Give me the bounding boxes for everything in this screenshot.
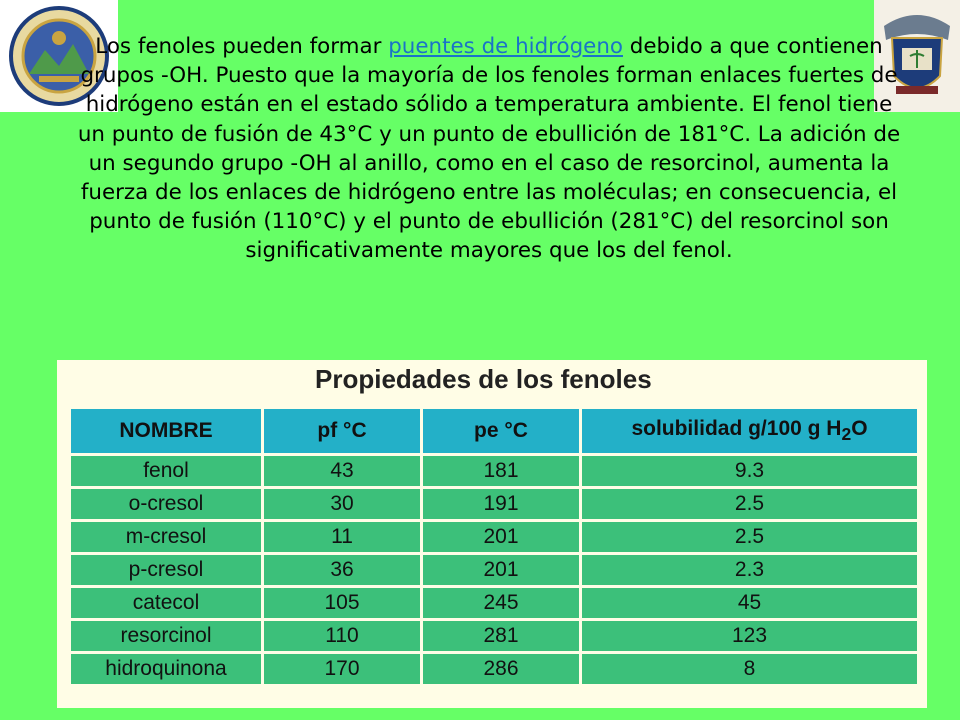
phenol-properties-table xyxy=(68,406,920,687)
cell-solubility: 2.3 xyxy=(582,555,917,585)
cell-melting-point: 30 xyxy=(264,489,420,519)
cell-boiling-point: 281 xyxy=(423,621,579,651)
cell-solubility: 9.3 xyxy=(582,456,917,486)
cell-melting-point: 43 xyxy=(264,456,420,486)
header-name: NOMBRE xyxy=(71,409,261,453)
cell-boiling-point: 191 xyxy=(423,489,579,519)
cell-name: fenol xyxy=(71,456,261,486)
cell-name: resorcinol xyxy=(71,621,261,651)
cell-boiling-point: 201 xyxy=(423,522,579,552)
body-paragraph xyxy=(70,32,908,266)
cell-boiling-point: 286 xyxy=(423,654,579,684)
paragraph-text-after-link: debido a que contienen grupos -OH. Puesto que la mayoría de los fenoles forman enlaces fuertes de hidrógeno están en el estado sólido a temperatura ambiente. El fenol tiene un punto de fusión de 43°C y un punto de ebullición de 181°C. La adición de un segundo grupo -OH al anillo, como en el caso de resorcinol, aumenta la fuerza de los enlaces de hidrógeno entre las moléculas; en consecuencia, el punto de fusión (110°C) y el punto de ebullición (281°C) del resorcinol son significativamente mayores que los del fenol. xyxy=(77,34,901,264)
cell-solubility: 2.5 xyxy=(582,522,917,552)
cell-solubility: 123 xyxy=(582,621,917,651)
cell-name: o-cresol xyxy=(71,489,261,519)
cell-solubility: 8 xyxy=(582,654,917,684)
cell-boiling-point: 181 xyxy=(423,456,579,486)
cell-name: hidroquinona xyxy=(71,654,261,684)
table-row xyxy=(71,555,917,585)
paragraph-text-before-link: Los fenoles pueden formar xyxy=(95,34,389,59)
table-row xyxy=(71,621,917,651)
table-row xyxy=(71,489,917,519)
header-solubility xyxy=(582,409,917,453)
table-row xyxy=(71,522,917,552)
cell-boiling-point: 201 xyxy=(423,555,579,585)
cell-melting-point: 110 xyxy=(264,621,420,651)
header-solubility-prefix: solubilidad g/100 g H xyxy=(631,416,842,440)
cell-name: m-cresol xyxy=(71,522,261,552)
header-solubility-suffix: O xyxy=(851,416,868,440)
table-row xyxy=(71,588,917,618)
header-melting-point: pf °C xyxy=(264,409,420,453)
cell-melting-point: 170 xyxy=(264,654,420,684)
cell-boiling-point: 245 xyxy=(423,588,579,618)
cell-melting-point: 11 xyxy=(264,522,420,552)
cell-melting-point: 36 xyxy=(264,555,420,585)
cell-name: p-cresol xyxy=(71,555,261,585)
table-row xyxy=(71,654,917,684)
cell-name: catecol xyxy=(71,588,261,618)
hydrogen-bonds-link[interactable]: puentes de hidrógeno xyxy=(388,34,623,59)
table-row xyxy=(71,456,917,486)
cell-melting-point: 105 xyxy=(264,588,420,618)
table-header-row xyxy=(71,409,917,453)
phenol-properties-panel xyxy=(57,360,927,708)
header-boiling-point: pe °C xyxy=(423,409,579,453)
cell-solubility: 2.5 xyxy=(582,489,917,519)
table-title: Propiedades de los fenoles xyxy=(315,364,652,394)
header-solubility-subscript: 2 xyxy=(841,424,852,445)
cell-solubility: 45 xyxy=(582,588,917,618)
